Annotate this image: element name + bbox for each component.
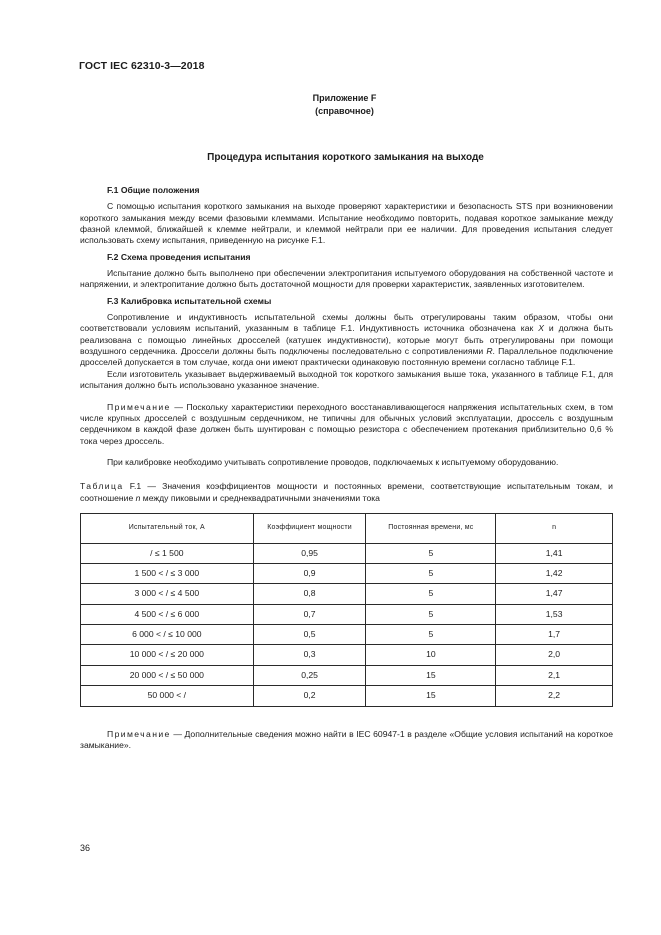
cell-power-factor: 0,5 (253, 625, 366, 645)
cell-n: 1,7 (496, 625, 613, 645)
table-header-row (81, 513, 613, 543)
symbol-x: X (538, 323, 544, 334)
cell-time-constant: 15 (366, 686, 496, 706)
table-row (81, 584, 613, 604)
section-f1-heading: F.1 Общие положения (107, 185, 200, 195)
section-f2-heading: F.2 Схема проведения испытания (107, 251, 251, 262)
f3-text-part-b: и должна быть реализована с помощью линейных дросселей (катушек индуктивности), которые могут быть отрегулированы при помощи воздушного сердечника. Дроссели должны быть подключены последовательно с сопротивлениями (80, 323, 613, 357)
cell-n: 1,53 (496, 604, 613, 624)
header-power-factor: Коэффициент мощности (253, 513, 366, 543)
section-f3-heading: F.3 Калибровка испытательной схемы (107, 295, 272, 306)
cell-time-constant: 10 (366, 645, 496, 665)
header-test-current: Испытательный ток, А (81, 513, 254, 543)
table-caption (80, 481, 613, 504)
section-f3-paragraph-2: Если изготовитель указывает выдерживаемый выходной ток короткого замыкания выше тока, указанного в таблице F.1, для испытания должно быть использовано указанное значение. (80, 368, 613, 391)
section-f3-paragraph-3: При калибровке необходимо учитывать сопротивление проводов, подключаемых к испытуемому оборудованию. (107, 456, 559, 467)
cell-power-factor: 0,2 (253, 686, 366, 706)
cell-time-constant: 5 (366, 563, 496, 583)
section-f3-note (80, 402, 613, 447)
symbol-n: n (135, 492, 141, 503)
cell-time-constant: 5 (366, 543, 496, 563)
section-f1 (80, 185, 613, 247)
standard-header: ГОСТ IEC 62310-3—2018 (79, 60, 205, 72)
section-f3-paragraph-1 (80, 312, 613, 369)
cell-power-factor: 0,9 (253, 563, 366, 583)
final-note (80, 729, 613, 752)
cell-power-factor: 0,7 (253, 604, 366, 624)
f3-text-part-c: . Параллельное подключение дросселей допускается в том случае, когда они имеют практически одинаковую постоянную времени согласно таблице F.1. (80, 346, 613, 368)
cell-current: 50 000 < / (81, 686, 254, 706)
cell-n: 1,41 (496, 543, 613, 563)
table-row (81, 665, 613, 685)
cell-time-constant: 5 (366, 604, 496, 624)
page-number: 36 (80, 843, 91, 853)
cell-current: 3 000 < / ≤ 4 500 (81, 584, 254, 604)
main-title: Процедура испытания короткого замыкания на выходе (207, 152, 484, 163)
table-row (81, 625, 613, 645)
table-row (81, 543, 613, 563)
table-caption-part-b: между пиковыми и среднеквадратичными значениями тока (140, 492, 380, 503)
data-table (80, 513, 613, 707)
header-n: n (496, 513, 613, 543)
section-f2-text: Испытание должно быть выполнено при обеспечении электропитания испытуемого оборудования на собственной частоте и напряжении, и электропитание должно быть достаточной мощности для проверки характеристик, заявленных изготовителем. (80, 268, 613, 290)
table-row (81, 604, 613, 624)
cell-time-constant: 15 (366, 665, 496, 685)
cell-current: 10 000 < / ≤ 20 000 (81, 645, 254, 665)
cell-current: 1 500 < / ≤ 3 000 (81, 563, 254, 583)
cell-power-factor: 0,8 (253, 584, 366, 604)
cell-n: 2,1 (496, 665, 613, 685)
table-caption-label: Таблица (80, 481, 124, 492)
section-f2 (80, 252, 613, 291)
cell-time-constant: 5 (366, 584, 496, 604)
cell-current: 4 500 < / ≤ 6 000 (81, 604, 254, 624)
cell-current: 20 000 < / ≤ 50 000 (81, 665, 254, 685)
table-row (81, 686, 613, 706)
appendix-subtitle: (справочное) (315, 105, 374, 116)
cell-time-constant: 5 (366, 625, 496, 645)
section-f1-text: С помощью испытания короткого замыкания на выходе проверяют характеристики и безопасность STS при возникновении короткого замыкания между всеми фазовыми клеммами. Испытание необходимо повторить, подавая короткое замыкание между фазной клеммой, ближайшей к клемме нейтрали, и клеммой нейтрали при ее наличии. Для проведения испытания следует использовать схему испытания, приведенную на рисунке F.1. (80, 201, 613, 246)
cell-power-factor: 0,95 (253, 543, 366, 563)
note-label: Примечание (107, 401, 171, 412)
cell-n: 1,42 (496, 563, 613, 583)
symbol-r: R (486, 346, 493, 357)
cell-current: 6 000 < / ≤ 10 000 (81, 625, 254, 645)
header-time-constant: Постоянная времени, мс (366, 513, 496, 543)
final-note-label: Примечание (107, 728, 171, 739)
document-body (80, 185, 613, 751)
cell-power-factor: 0,25 (253, 665, 366, 685)
cell-n: 2,2 (496, 686, 613, 706)
cell-current: / ≤ 1 500 (81, 543, 254, 563)
section-f3 (80, 296, 613, 468)
table-caption-part-a: F.1 — Значения коэффициентов мощности и постоянных времени, соответствующие испытательным токам, и соотношение (80, 481, 613, 503)
cell-power-factor: 0,3 (253, 645, 366, 665)
cell-n: 1,47 (496, 584, 613, 604)
final-note-text: — Дополнительные сведения можно найти в IEC 60947-1 в разделе «Общие условия испытаний на короткое замыкание». (80, 728, 613, 750)
f3-text-part-a: Сопротивление и индуктивность испытательной схемы должны быть отрегулированы таким образом, чтобы они соответствовали условиям испытаний, указанным в таблице F.1. Индуктивность источника обозначена как (80, 312, 613, 334)
note-text: — Поскольку характеристики переходного восстанавливающегося напряжения испытательных схем, в том числе крупных дросселей с воздушным сердечником, не типичны для обычных условий эксплуатации, дроссель с воздушным сердечником в каждой фазе должен быть шунтирован с помощью резистора с обеспечением протекания приблизительно 0,6 % тока через дроссель. (80, 401, 613, 446)
table-row (81, 645, 613, 665)
cell-n: 2,0 (496, 645, 613, 665)
appendix-heading (0, 92, 661, 117)
appendix-title: Приложение F (312, 93, 377, 103)
table-row (81, 563, 613, 583)
